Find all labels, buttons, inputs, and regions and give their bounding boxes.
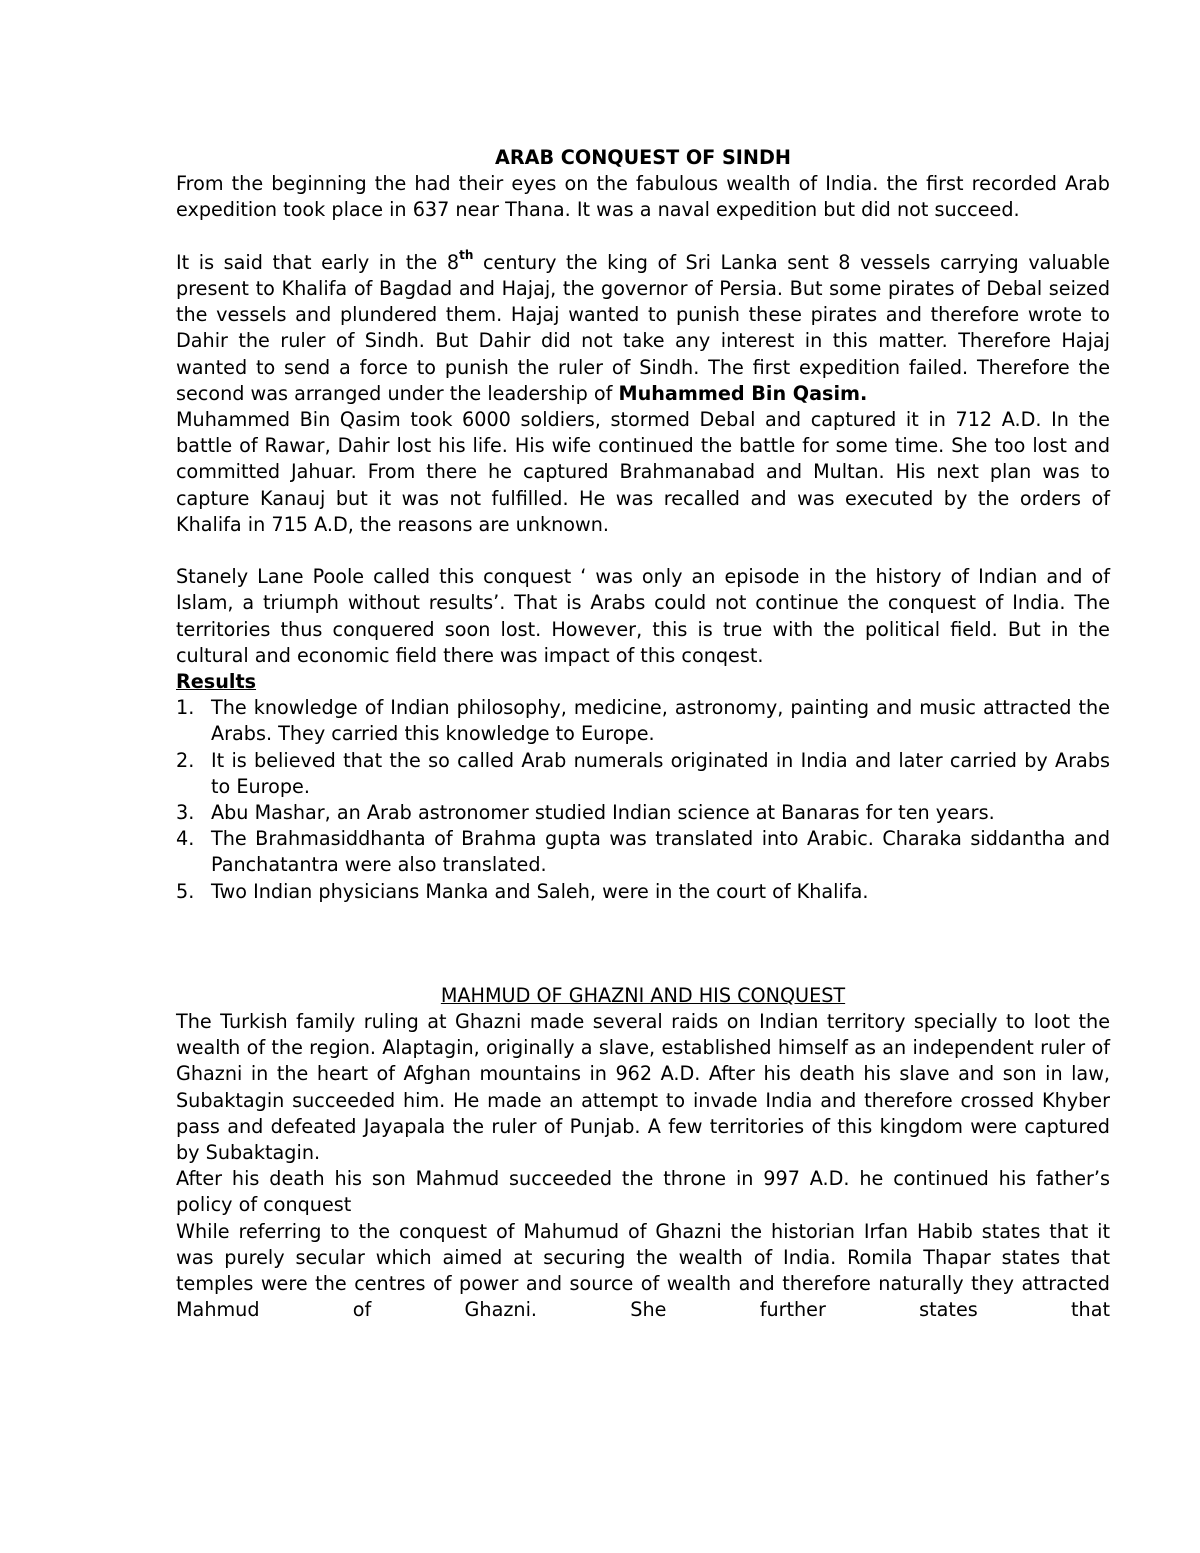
results-list	[176, 695, 1110, 905]
section-title-arab-conquest: ARAB CONQUEST OF SINDH	[495, 146, 791, 169]
list-number: 4.	[176, 827, 195, 851]
spacer	[176, 224, 1110, 250]
paragraph-muhammed-bin-qasim: Muhammed Bin Qasim took 6000 soldiers, stormed Debal and captured it in 712 A.D. In the battle of Rawar, Dahir lost his life. His wife continued the battle for some time. She too lost and committed Jahuar. From there he captured Brahmanabad and Multan. His next plan was to capture Kanauj but it was not fulfilled. He was recalled and was executed by the orders of Khalifa in 715 A.D, the reasons are unknown.	[176, 408, 1110, 536]
list-text: The Brahmasiddhanta of Brahma gupta was translated into Arabic. Charaka siddantha and Panchatantra were also translated.	[211, 827, 1110, 877]
paragraph-turkish-family: The Turkish family ruling at Ghazni made several raids on Indian territory specially to loot the wealth of the region. Alaptagin, originally a slave, established himself as an independent ruler of Ghazni in the heart of Afghan mountains in 962 A.D. After his death his slave and son in law, Subaktagin succeeded him. He made an attempt to invade India and therefore crossed Khyber pass and defeated Jayapala the ruler of Punjab. A few territories of this kingdom were captured by Subaktagin.	[176, 1010, 1110, 1165]
results-heading: Results	[176, 670, 257, 694]
section-title-mahmud-of-ghazni: MAHMUD OF GHAZNI AND HIS CONQUEST	[440, 983, 846, 1007]
list-number: 3.	[176, 801, 195, 825]
list-text: It is believed that the so called Arab numerals originated in India and later carried by Arabs to Europe.	[211, 748, 1110, 798]
list-item	[176, 800, 1110, 826]
list-text: Abu Mashar, an Arab astronomer studied Indian science at Banaras for ten years.	[211, 801, 995, 825]
list-text: The knowledge of Indian philosophy, medicine, astronomy, painting and music attracted the Arabs. They carried this knowledge to Europe.	[211, 696, 1110, 746]
spacer	[176, 905, 1110, 983]
paragraph-intro: From the beginning the had their eyes on the fabulous wealth of India. the first recorded Arab expedition took place in 637 near Thana. It was a naval expedition but did not succeed.	[176, 172, 1110, 222]
list-item	[176, 695, 1110, 747]
paragraph-irfan-habib: While referring to the conquest of Mahumud of Ghazni the historian Irfan Habib states that it was purely secular which aimed at securing the wealth of India. Romila Thapar states that temples were the centres of power and source of wealth and therefore naturally they attracted Mahmud of Ghazni. She further states that	[176, 1219, 1110, 1322]
paragraph-sri-lanka-vessels	[176, 250, 1110, 407]
paragraph-text: It is said that early in the 8	[176, 250, 460, 274]
document-page	[176, 145, 1110, 1324]
list-item	[176, 879, 1110, 905]
paragraph-mahmud-succeeded: After his death his son Mahmud succeeded the throne in 997 A.D. he continued his father’s policy of conquest	[176, 1167, 1110, 1217]
list-item	[176, 826, 1110, 878]
paragraph-text: century the king of Sri Lanka sent 8 vessels carrying valuable present to Khalifa of Bagdad and Hajaj, the governor of Persia. But some pirates of Debal seized the vessels and plundered them. Hajaj wanted to punish these pirates and therefore wrote to Dahir the ruler of Sindh. But Dahir did not take any interest in this matter. Therefore Hajaj wanted to send a force to punish the ruler of Sindh. The first expedition failed. Therefore the second was arranged under the leadership of	[176, 250, 1110, 405]
paragraph-lane-poole: Stanely Lane Poole called this conquest ‘ was only an episode in the history of Indian and of Islam, a triumph without results’. That is Arabs could not continue the conquest of India. The territories thus conquered soon lost. However, this is true with the political field. But in the cultural and economic field there was impact of this conqest.	[176, 565, 1110, 667]
list-number: 1.	[176, 696, 195, 720]
list-number: 2.	[176, 748, 195, 772]
list-number: 5.	[176, 879, 195, 903]
list-item	[176, 748, 1110, 800]
spacer	[176, 538, 1110, 564]
superscript: th	[459, 248, 474, 263]
bold-name: Muhammed Bin Qasim.	[618, 381, 868, 405]
list-text: Two Indian physicians Manka and Saleh, were in the court of Khalifa.	[211, 879, 869, 903]
